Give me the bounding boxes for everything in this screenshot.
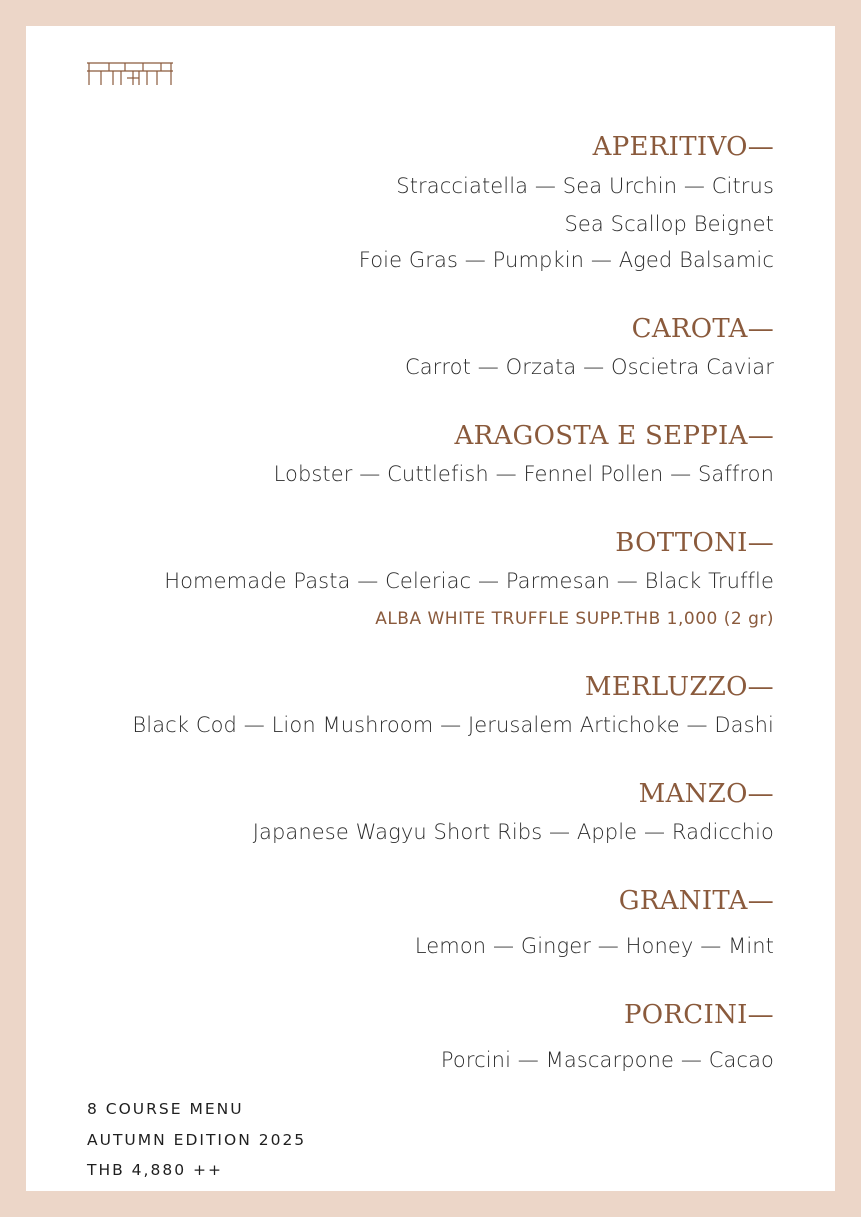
restaurant-logo-icon (87, 62, 173, 86)
course-item: Carrot — Orzata — Oscietra Caviar (404, 355, 774, 379)
edition-label: AUTUMN EDITION 2025 (87, 1130, 307, 1149)
course-item: Japanese Wagyu Short Ribs — Apple — Radicchio (252, 820, 774, 844)
course-heading-aperitivo: APERITIVO— (592, 132, 774, 162)
course-item: Homemade Pasta — Celeriac — Parmesan — Black Truffle (164, 569, 774, 593)
course-heading-carota: CAROTA— (631, 314, 774, 344)
menu-price: THB 4,880 ++ (87, 1161, 223, 1179)
course-item: Foie Gras — Pumpkin — Aged Balsamic (358, 248, 774, 272)
truffle-supplement-note: ALBA WHITE TRUFFLE SUPP.THB 1,000 (2 gr) (375, 609, 774, 629)
course-heading-granita: GRANITA— (618, 886, 774, 916)
menu-footer (87, 1094, 306, 1186)
menu-card (26, 26, 835, 1191)
course-heading-bottoni: BOTTONI— (615, 528, 774, 558)
course-item: Porcini — Mascarpone — Cacao (440, 1048, 774, 1072)
course-item: Sea Scallop Beignet (564, 212, 774, 236)
course-item: Lobster — Cuttlefish — Fennel Pollen — Saffron (273, 462, 774, 486)
course-count-label: 8 COURSE MENU (87, 1100, 244, 1118)
course-heading-aragosta-e-seppia: ARAGOSTA E SEPPIA— (454, 421, 774, 451)
course-item: Stracciatella — Sea Urchin — Citrus (396, 174, 774, 198)
course-heading-manzo: MANZO— (638, 779, 774, 809)
course-item: Lemon — Ginger — Honey — Mint (414, 934, 774, 958)
course-item: Black Cod — Lion Mushroom — Jerusalem Artichoke — Dashi (132, 713, 774, 737)
course-heading-merluzzo: MERLUZZO— (584, 672, 774, 702)
course-heading-porcini: PORCINI— (624, 1000, 774, 1030)
